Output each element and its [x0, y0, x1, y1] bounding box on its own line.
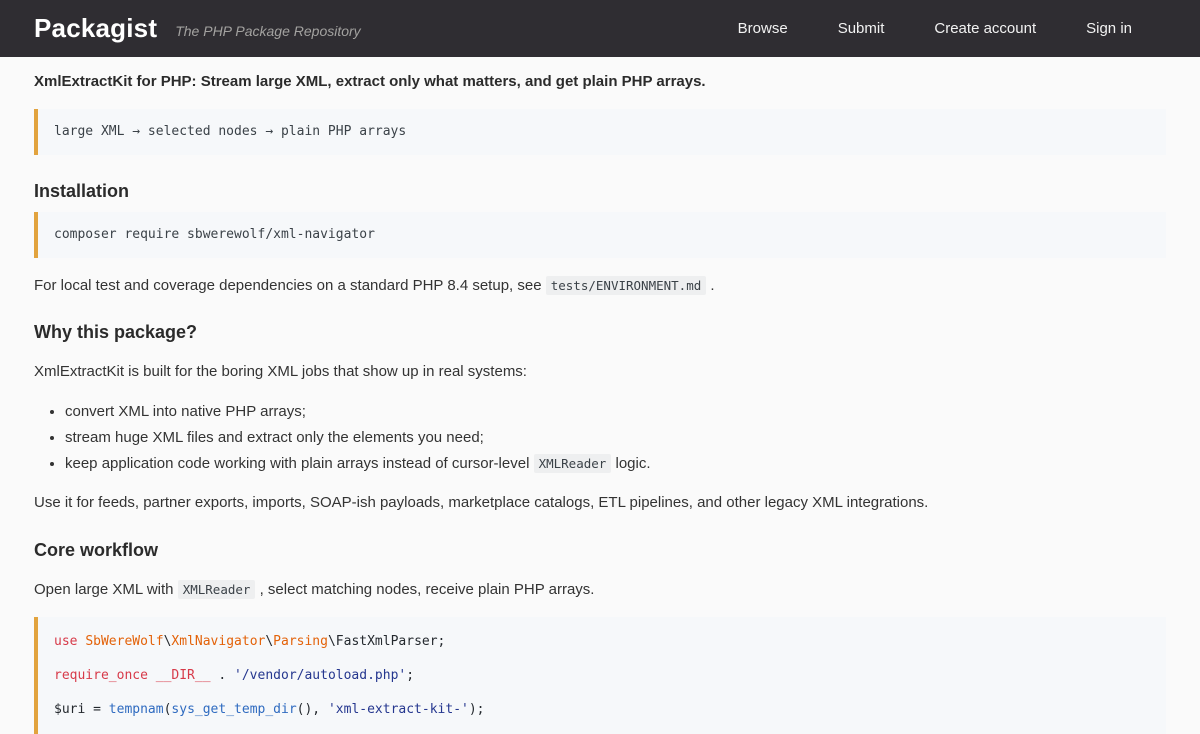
environment-file-code: tests/ENVIRONMENT.md [546, 276, 707, 295]
xmlreader-code: XMLReader [534, 454, 612, 473]
workflow-intro-text: Open large XML with [34, 580, 178, 598]
nav-item-create-account[interactable]: Create account [934, 20, 1037, 37]
use-cases-text: Use it for feeds, partner exports, imports, SOAP-ish payloads, marketplace catalogs, ETL pipelines, and other legacy XML integrations. [34, 494, 929, 512]
environment-note-text: For local test and coverage dependencies on a standard PHP 8.4 setup, see [34, 276, 546, 294]
readme-content [0, 57, 1200, 734]
list-item-text-after: logic. [611, 455, 651, 472]
pipeline-code-block: large XML → selected nodes → plain PHP arrays [34, 109, 1166, 155]
nav-item-browse[interactable]: Browse [737, 20, 788, 37]
installation-heading: Installation [34, 181, 130, 201]
list-item-text: convert XML into native PHP arrays; [65, 402, 306, 420]
top-navbar [0, 0, 1200, 57]
list-item [65, 400, 1166, 423]
why-intro: XmlExtractKit is built for the boring XML jobs that show up in real systems: [34, 362, 527, 380]
workflow-intro-after: , select matching nodes, receive plain PHP arrays. [255, 580, 595, 598]
feature-list [34, 400, 1166, 476]
install-command-block: composer require sbwerewolf/xml-navigator [34, 212, 1166, 258]
nav-item-submit[interactable]: Submit [837, 20, 885, 37]
environment-note [34, 275, 1166, 297]
nav-item-sign-in[interactable]: Sign in [1086, 20, 1132, 37]
package-title: XmlExtractKit for PHP: Stream large XML, extract only what matters, and get plain PHP arrays. [34, 73, 706, 90]
list-item-text: keep application code working with plain arrays instead of cursor-level [65, 455, 534, 472]
environment-note-after: . [706, 276, 715, 294]
site-tagline: The PHP Package Repository [175, 22, 361, 39]
why-heading: Why this package? [34, 322, 198, 343]
core-workflow-heading: Core workflow [34, 540, 159, 560]
main-nav [718, 11, 1152, 46]
packagist-logo[interactable]: Packagist [34, 13, 158, 43]
list-item-text: stream huge XML files and extract only the elements you need; [65, 428, 484, 446]
workflow-intro [34, 579, 1166, 601]
list-item [65, 452, 1166, 475]
xmlreader-code: XMLReader [178, 580, 256, 599]
php-example-code-block: use SbWereWolf\XmlNavigator\Parsing\FastXmlParser; require_once __DIR__ . '/vendor/autoload.php'; $uri = tempnam(sys_get_temp_dir(), 'xml-extract-kit-'); [34, 617, 1166, 734]
list-item [65, 426, 1166, 449]
